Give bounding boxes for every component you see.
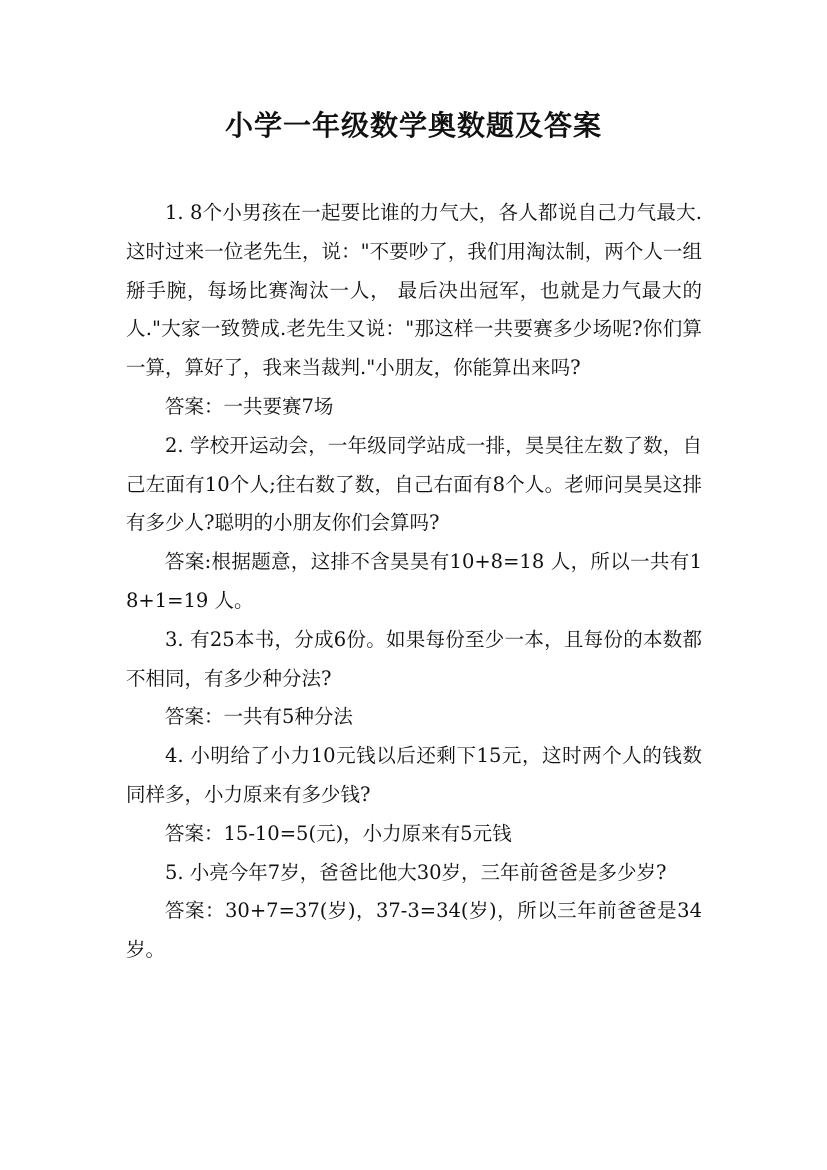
document-title: 小学一年级数学奥数题及答案	[224, 109, 602, 142]
answer-3-text: 答案：一共有5种分法	[165, 705, 353, 729]
answer-1-text: 答案：一共要赛7场	[165, 394, 334, 418]
question-5-text: 5. 小亮今年7岁，爸爸比他大30岁，三年前爸爸是多少岁?	[165, 860, 667, 884]
question-4-text: 4. 小明给了小力10元钱以后还剩下15元，这时两个人的钱数同样多，小力原来有多少钱?	[126, 744, 702, 806]
answer-4-text: 答案：15-10=5(元)，小力原来有5元钱	[165, 821, 512, 845]
question-3-text: 3. 有25本书，分成6份。如果每份至少一本，且每份的本数都不相同，有多少种分法?	[126, 627, 702, 690]
question-2-text: 2. 学校开运动会，一年级同学站成一排，昊昊往左数了数，自己左面有10个人;往右数了数，自己右面有8个人。老师问昊昊这排有多少人?聪明的小朋友你们会算吗?	[126, 433, 702, 535]
question-1-text: 1. 8个小男孩在一起要比谁的力气大，各人都说自己力气最大.这时过来一位老先生，说："不要吵了，我们用淘汰制，两个人一组掰手腕，每场比赛淘汰一人， 最后决出冠军，也就是力气最大的人."大家一致赞成.老先生又说："那这样一共要赛多少场呢?你们算一算，算好了，我来当裁判."小朋友，你能算出来吗?	[126, 201, 702, 380]
answer-5-text: 答案：30+7=37(岁)，37-3=34(岁)，所以三年前爸爸是34岁。	[126, 899, 702, 962]
document-body	[126, 194, 702, 970]
answer-2-text: 答案:根据题意，这排不含昊昊有10+8=18 人，所以一共有18+1=19 人。	[126, 550, 702, 612]
